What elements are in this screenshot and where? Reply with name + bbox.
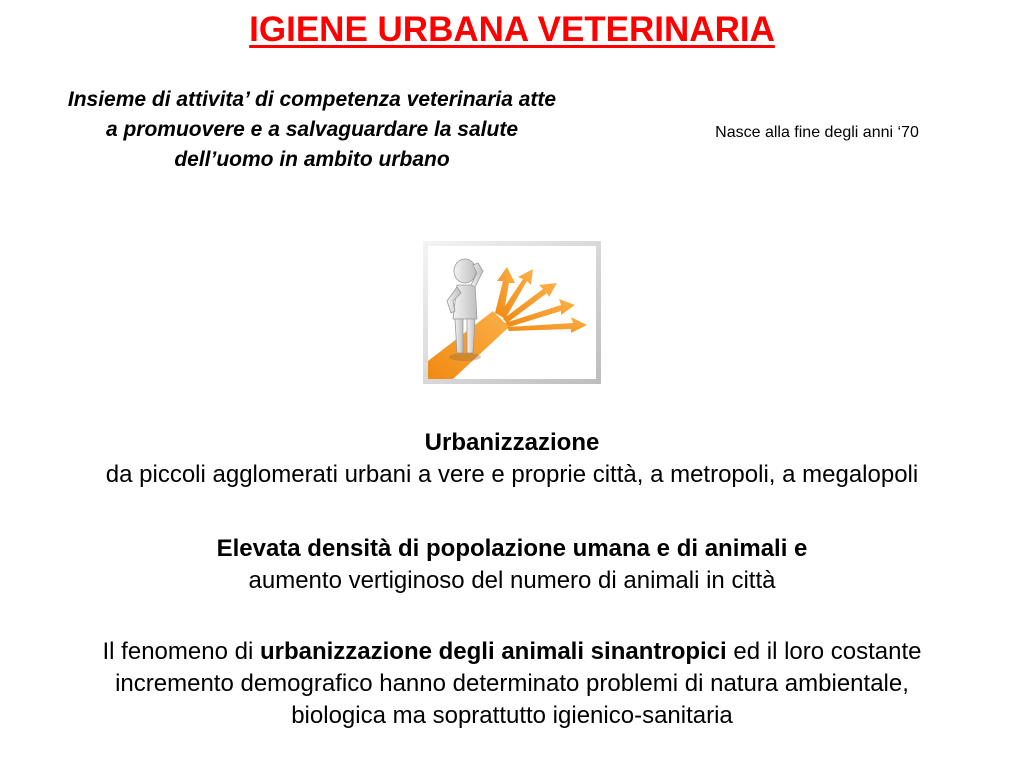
phenomenon-line-2: incremento demografico hanno determinato problemi di natura ambientale, (115, 670, 909, 697)
origin-note: Nasce alla fine degli anni ‘70 (715, 124, 919, 141)
density-text: aumento vertiginoso del numero di animali in città (248, 567, 776, 594)
phenomenon-line-1 (0, 636, 1024, 668)
urbanization-block (0, 427, 1024, 491)
definition-line: a promuovere e a salvaguardare la salute (105, 118, 519, 141)
density-block (0, 533, 1024, 597)
definition-line: dell’uomo in ambito urbano (174, 148, 450, 171)
urbanization-text: da piccoli agglomerati urbani a vere e proprie città, a metropoli, a megalopoli (105, 461, 919, 488)
page-title (0, 8, 1024, 52)
urbanization-heading: Urbanizzazione (424, 429, 600, 456)
thinking-figure-at-crossroads-arrows-icon (423, 241, 601, 384)
phenomenon-emphasis: urbanizzazione degli animali sinantropici (259, 638, 727, 665)
phenomenon-line-3: biologica ma soprattutto igienico-sanitaria (291, 702, 733, 729)
definition-block (8, 85, 616, 175)
phenomenon-prefix: Il fenomeno di (102, 638, 260, 665)
phenomenon-suffix: ed il loro costante (726, 638, 922, 665)
density-heading: Elevata densità di popolazione umana e di animali e (216, 535, 808, 562)
crossroads-illustration (423, 241, 601, 384)
definition-line: Insieme di attivita’ di competenza veterinaria atte (67, 88, 557, 111)
phenomenon-block (0, 636, 1024, 732)
page-title-text: IGIENE URBANA VETERINARIA (249, 10, 775, 49)
